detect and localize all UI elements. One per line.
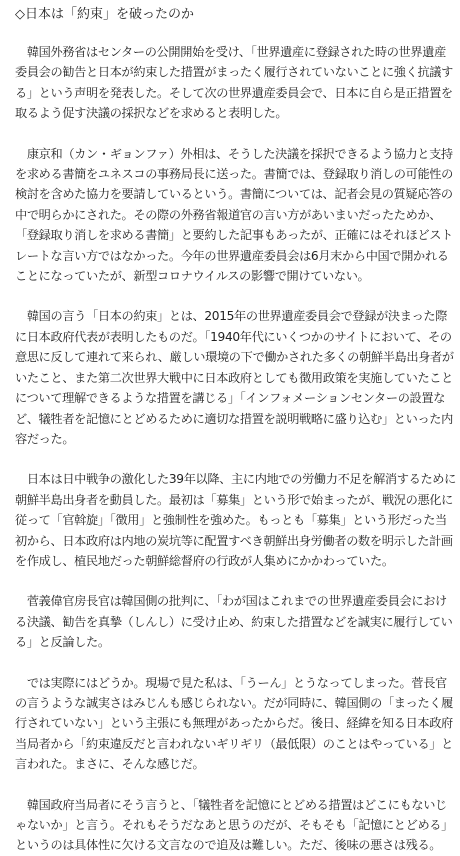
paragraph-line: 康京和（カン・ギョンファ）外相は、そうした決議を採択できるよう協力と支持 bbox=[15, 146, 453, 161]
paragraph-line: の言うような誠実さはみじんも感じられない。だが同時に、韓国側の「まったく履 bbox=[15, 695, 453, 710]
paragraph-line: 当局者から「約束違反だと言われないギリギリ（最低限）のことはやっている」と bbox=[15, 736, 453, 751]
paragraph-line: 委員会の勧告と日本が約束した措置がまったく履行されていないことに強く抗議す bbox=[15, 65, 453, 80]
paragraph-1 bbox=[15, 42, 453, 124]
paragraph-line: レートな言い方ではなかった。今年の世界遺産委員会は6月末から中国で開かれる bbox=[15, 248, 449, 263]
paragraph-line: 朝鮮半島出身者を動員した。最初は「募集」という形で始まったが、戦況の悪化に bbox=[15, 492, 453, 507]
paragraph-line: 行されていない」という主張にも無理があったからだ。後日、経緯を知る日本政府 bbox=[15, 716, 453, 731]
paragraph-line: について理解できるような措置を講じる」「インフォメーションセンターの設置な bbox=[15, 391, 446, 406]
paragraph-line: 韓国の言う「日本の約束」とは、2015年の世界遺産委員会で登録が決まった際 bbox=[15, 309, 448, 324]
paragraph-line: 容だった。 bbox=[15, 431, 75, 446]
paragraph-2 bbox=[15, 144, 453, 287]
paragraph-line: 検討を含めた協力を要請しているという。書簡については、記者会見の質疑応答の bbox=[15, 187, 453, 202]
paragraph-line: ことになっていたが、新型コロナウイルスの影響で開けていない。 bbox=[15, 269, 370, 284]
paragraph-line: 韓国政府当局者にそう言うと、「犠牲者を記憶にとどめる措置はどこにもないじ bbox=[15, 797, 447, 812]
paragraph-6 bbox=[15, 673, 453, 775]
paragraph-line: 「登録取り消しを求める書簡」と要約した記事もあったが、正確にはそれほどスト bbox=[15, 228, 453, 243]
paragraph-line: ゃないか」と言う。それもそうだなあと思うのだが、そもそも「記憶にとどめる」 bbox=[15, 818, 453, 832]
paragraph-line: を求める書簡をユネスコの事務局長に送った。書簡では、登録取り消しの可能性の bbox=[15, 167, 453, 182]
article bbox=[15, 0, 456, 856]
paragraph-line: ど、犠牲者を記憶にとどめるために適切な措置を説明戦略に盛り込む」といった内 bbox=[15, 411, 453, 426]
paragraph-line: 意思に反して連れて来られ、厳しい環境の下で働かされた多くの朝鮮半島出身者が bbox=[15, 350, 454, 365]
paragraph-line: 日本は日中戦争の激化した39年以降、主に内地での労働力不足を解消するために bbox=[15, 472, 456, 487]
paragraph-line: る」という声明を発表した。そして次の世界遺産委員会で、日本に自ら是正措置を bbox=[15, 85, 453, 100]
paragraph-4 bbox=[15, 469, 456, 571]
paragraph-line: 菅義偉官房長官は韓国側の批判に、「わが国はこれまでの世界遺産委員会におけ bbox=[15, 594, 447, 609]
paragraph-line: 従って「官斡旋」「徴用」と強制性を強めた。もっとも「募集」という形だった当 bbox=[15, 513, 447, 528]
paragraph-line: 中で明らかにされた。その際の外務省報道官の言い方があいまいだったためか、 bbox=[15, 207, 442, 222]
paragraph-line: では実際にはどうか。現場で見た私は、「うーん」とうなってしまった。菅長官 bbox=[15, 675, 447, 690]
paragraph-line: 取るよう促す決議の採択などを求めると表明した。 bbox=[15, 106, 288, 121]
paragraph-line: 初から、日本政府は内地の炭坑等に配置すべき朝鮮出身労働者の数を明示した計画 bbox=[15, 533, 453, 548]
paragraph-line: 韓国外務省はセンターの公開開始を受け、「世界遺産に登録された時の世界遺産 bbox=[15, 45, 446, 59]
paragraph-line: に日本政府代表が表明したものだ。「1940年代にいくつかのサイトにおいて、その bbox=[15, 329, 452, 344]
paragraph-line: というのは具体性に欠ける文言なので追及は難しい。ただ、後味の悪さは残る。 bbox=[15, 838, 442, 853]
paragraph-line: る決議、勧告を真摯（しんし）に受け止め、約束した措置などを誠実に履行してい bbox=[15, 614, 453, 629]
paragraph-line: いたこと、また第二次世界大戦中に日本政府としても徴用政策を実施していたこと bbox=[15, 370, 453, 385]
paragraph-3 bbox=[15, 306, 454, 449]
paragraph-7 bbox=[15, 795, 453, 856]
paragraph-line: を作成し、植民地だった朝鮮総督府の行政が人集めにかかわっていた。 bbox=[15, 553, 394, 568]
paragraph-line: 言われた。まさに、そんな感じだ。 bbox=[15, 757, 205, 772]
section-heading: ◇日本は「約束」を破ったのか bbox=[15, 7, 194, 22]
paragraph-5 bbox=[15, 591, 453, 652]
paragraph-line: る」と反論した。 bbox=[15, 635, 110, 650]
